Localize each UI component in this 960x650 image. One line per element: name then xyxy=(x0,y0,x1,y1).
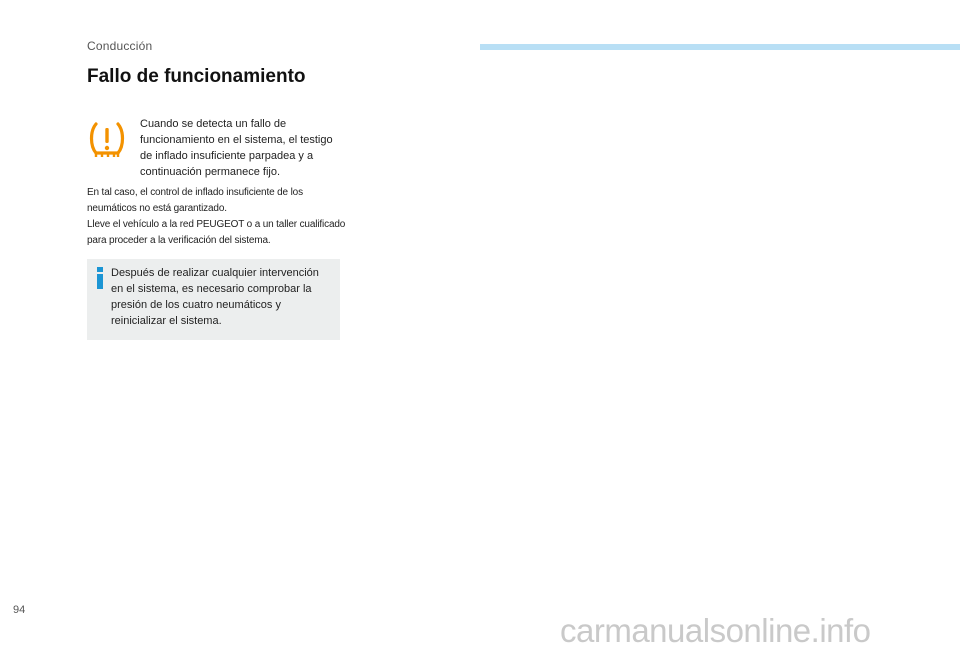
tire-pressure-warning-icon xyxy=(87,120,127,160)
body-paragraph: Lleve el vehículo a la red PEUGEOT o a un taller cualificado para proceder a la verificación del sistema. xyxy=(87,219,346,246)
watermark: carmanualsonline.info xyxy=(560,612,871,649)
info-icon xyxy=(95,267,105,289)
info-text: Después de realizar cualquier intervención en el sistema, es necesario comprobar la presión de los cuatro neumáticos y reinicializar el sistema. xyxy=(111,267,319,327)
section-label: Conducción xyxy=(87,39,153,53)
page-title: Fallo de funcionamiento xyxy=(87,66,306,87)
body-paragraph: En tal caso, el control de inflado insuficiente de los neumáticos no está garantizado. xyxy=(87,187,303,214)
section-accent-bar xyxy=(480,44,960,50)
body-text xyxy=(87,185,352,249)
warning-description: Cuando se detecta un fallo de funcionamiento en el sistema, el testigo de inflado insuficiente parpadea y a continuación permanece fijo. xyxy=(140,118,333,178)
page-number: 94 xyxy=(13,604,26,616)
info-note xyxy=(87,259,340,340)
